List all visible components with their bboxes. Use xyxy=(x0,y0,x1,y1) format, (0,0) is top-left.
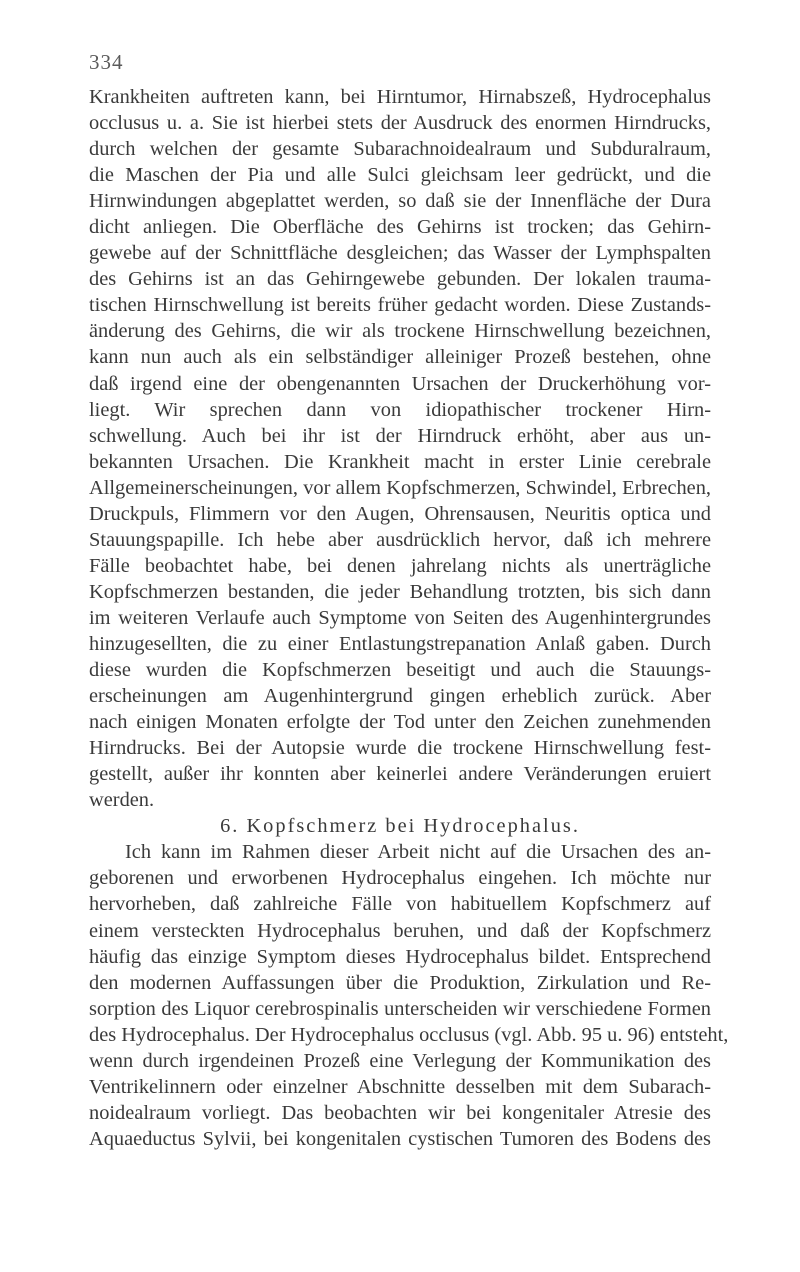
section-heading: 6. Kopfschmerz bei Hydrocephalus. xyxy=(220,815,580,838)
text-line: Krankheiten auftreten kann, bei Hirntumor, Hirnabszeß, Hydrocephalus xyxy=(89,86,711,108)
text-line: des Gehirns ist an das Gehirngewebe gebunden. Der lokalen trauma- xyxy=(89,268,711,291)
text-line: dicht anliegen. Die Oberfläche des Gehirns ist trocken; das Gehirn- xyxy=(89,216,711,239)
text-line: einem versteckten Hydrocephalus beruhen, und daß der Kopfschmerz xyxy=(89,919,711,942)
body-text xyxy=(89,84,729,1152)
text-line: gestellt, außer ihr konnten aber keinerlei andere Veränderungen eruiert xyxy=(89,763,711,786)
text-line: des Hydrocephalus. Der Hydrocephalus occlusus (vgl. Abb. 95 u. 96) entsteht, xyxy=(89,1023,729,1046)
text-line: liegt. Wir sprechen dann von idiopathischer trockener Hirn- xyxy=(89,398,711,421)
text-line: schwellung. Auch bei ihr ist der Hirndruck erhöht, aber aus un- xyxy=(89,424,711,447)
text-line: daß irgend eine der obengenannten Ursachen der Druckerhöhung vor- xyxy=(89,372,711,395)
text-line: Hirnwindungen abgeplattet werden, so daß sie der Innenfläche der Dura xyxy=(89,190,711,213)
text-line: wenn durch irgendeinen Prozeß eine Verlegung der Kommunikation des xyxy=(89,1049,711,1072)
text-line: Ventrikelinnern oder einzelner Abschnitte desselben mit dem Subarach- xyxy=(89,1075,711,1098)
text-line: Aquaeductus Sylvii, bei kongenitalen cystischen Tumoren des Bodens des xyxy=(89,1127,711,1150)
text-line: Ich kann im Rahmen dieser Arbeit nicht auf die Ursachen des an- xyxy=(125,841,711,864)
text-line: den modernen Auffassungen über die Produktion, Zirkulation und Re- xyxy=(89,971,711,994)
text-line: änderung des Gehirns, die wir als trockene Hirnschwellung bezeichnen, xyxy=(89,320,711,343)
text-line: Fälle beobachtet habe, bei denen jahrelang nichts als unerträgliche xyxy=(89,554,711,577)
page-number: 334 xyxy=(89,50,124,74)
text-line: häufig das einzige Symptom dieses Hydrocephalus bildet. Entsprechend xyxy=(89,945,711,968)
text-line: Kopfschmerzen bestanden, die jeder Behandlung trotzten, bis sich dann xyxy=(89,580,711,603)
text-line: Hirndrucks. Bei der Autopsie wurde die trockene Hirnschwellung fest- xyxy=(89,737,711,760)
text-line: noidealraum vorliegt. Das beobachten wir bei kongenitaler Atresie des xyxy=(89,1101,711,1124)
text-line: tischen Hirnschwellung ist bereits früher gedacht worden. Diese Zustands- xyxy=(89,294,711,317)
text-line: hinzugesellten, die zu einer Entlastungstrepanation Anlaß gaben. Durch xyxy=(89,632,711,655)
text-line: diese wurden die Kopfschmerzen beseitigt und auch die Stauungs- xyxy=(89,659,711,682)
text-line: bekannten Ursachen. Die Krankheit macht in erster Linie cerebrale xyxy=(89,450,711,473)
text-line: nach einigen Monaten erfolgte der Tod unter den Zeichen zunehmenden xyxy=(89,711,711,734)
text-line: kann nun auch als ein selbständiger alleiniger Prozeß bestehen, ohne xyxy=(89,346,711,369)
text-line: Druckpuls, Flimmern vor den Augen, Ohrensausen, Neuritis optica und xyxy=(89,502,711,525)
text-line: werden. xyxy=(89,789,155,812)
text-line: occlusus u. a. Sie ist hierbei stets der Ausdruck des enormen Hirndrucks, xyxy=(89,112,711,135)
text-line: hervorheben, daß zahlreiche Fälle von habituellem Kopfschmerz auf xyxy=(89,893,711,916)
text-line: gewebe auf der Schnittfläche desgleichen; das Wasser der Lymphspalten xyxy=(89,242,711,265)
text-line: geborenen und erworbenen Hydrocephalus eingehen. Ich möchte nur xyxy=(89,867,711,890)
text-line: Allgemeinerscheinungen, vor allem Kopfschmerzen, Schwindel, Erbrechen, xyxy=(89,476,711,499)
text-line: Stauungspapille. Ich hebe aber ausdrücklich hervor, daß ich mehrere xyxy=(89,528,711,551)
text-line: durch welchen der gesamte Subarachnoidealraum und Subduralraum, xyxy=(89,138,711,161)
text-line: erscheinungen am Augenhintergrund gingen erheblich zurück. Aber xyxy=(89,685,711,708)
text-line: die Maschen der Pia und alle Sulci gleichsam leer gedrückt, und die xyxy=(89,164,711,187)
text-line: im weiteren Verlaufe auch Symptome von Seiten des Augenhintergrundes xyxy=(89,606,711,629)
text-line: sorption des Liquor cerebrospinalis unterscheiden wir verschiedene Formen xyxy=(89,997,711,1020)
